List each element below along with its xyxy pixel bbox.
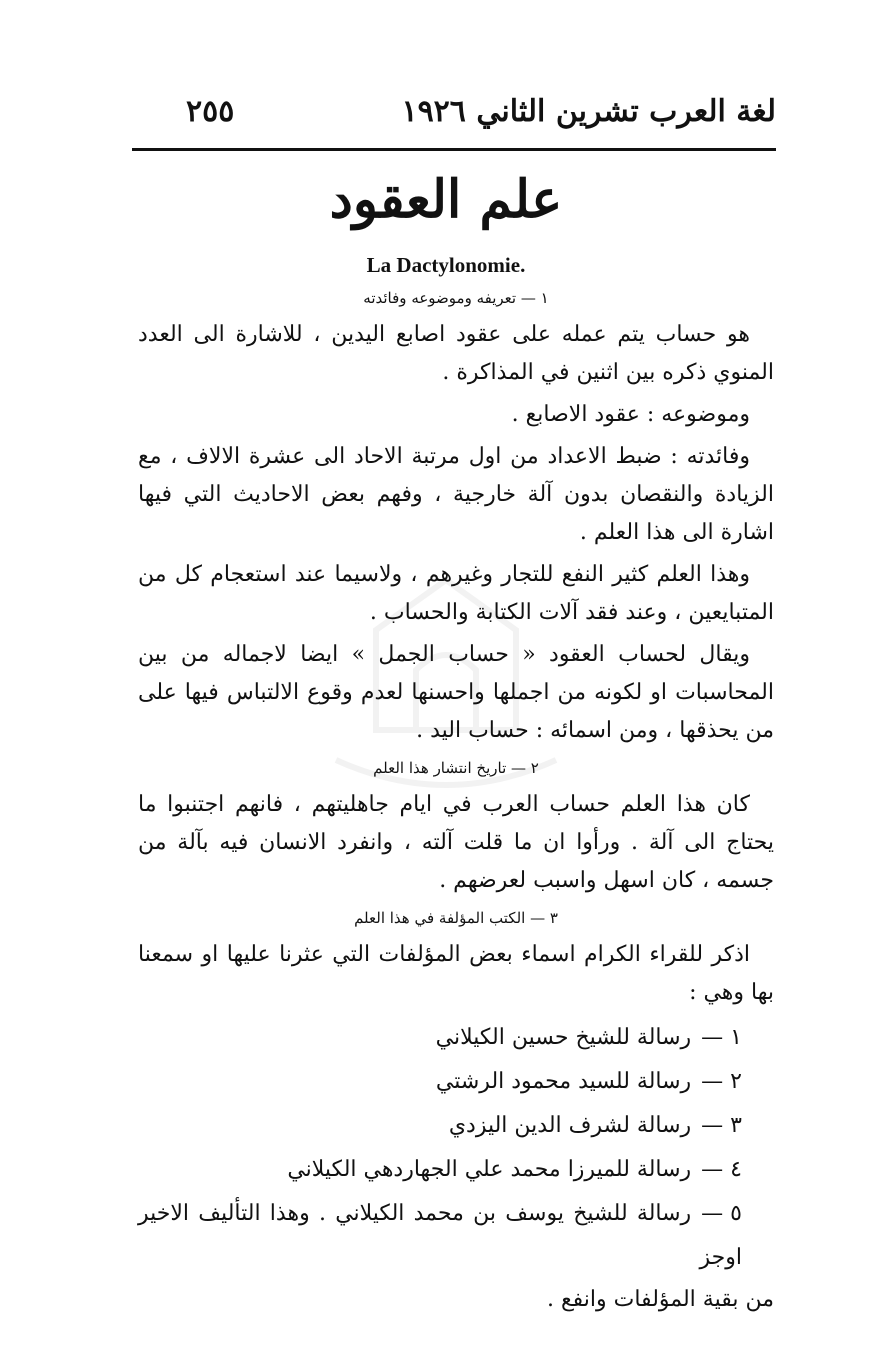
section-heading: ٢ — تاريخ انتشار هذا العلم bbox=[373, 759, 539, 777]
section-definition bbox=[138, 284, 774, 750]
list-item bbox=[138, 1060, 774, 1104]
paragraph: وموضوعه : عقود الاصابع . bbox=[511, 402, 750, 427]
section-history bbox=[138, 754, 774, 900]
book-list bbox=[138, 1016, 774, 1280]
running-title: لغة العرب تشرين الثاني ١٩٢٦ bbox=[401, 94, 776, 129]
paragraph: ويقال لحساب العقود « حساب الجمل » ايضا لاجماله من بين المحاسبات او لكونه من اجملها واحسنها لعدم وقوع الالتباس فيها على من يحذقها ، ومن اسمائه : حساب اليد . bbox=[138, 642, 774, 743]
paragraph: وفائدته : ضبط الاعداد من اول مرتبة الاحاد الى عشرة الالاف ، مع الزيادة والنقصان بدون آلة خارجية ، وفهم بعض الاحاديث التي فيها اشارة الى هذا العلم . bbox=[138, 444, 774, 545]
article-body bbox=[138, 284, 774, 1320]
paragraph: اذكر للقراء الكرام اسماء بعض المؤلفات التي عثرنا عليها او سمعنا بها وهي : bbox=[138, 942, 774, 1005]
list-item bbox=[138, 1016, 774, 1060]
list-item bbox=[138, 1104, 774, 1148]
list-continuation: من بقية المؤلفات وانفع . bbox=[546, 1287, 774, 1312]
list-item bbox=[138, 1192, 774, 1280]
list-item bbox=[138, 1148, 774, 1192]
paragraph: هو حساب يتم عمله على عقود اصابع اليدين ، للاشارة الى العدد المنوي ذكره بين اثنين في المذاكرة . bbox=[138, 322, 774, 385]
list-text: رسالة للشيخ حسين الكيلاني bbox=[435, 1025, 692, 1050]
article-title: علم العقود bbox=[329, 169, 563, 230]
latin-title: La Dactylonomie. bbox=[366, 253, 526, 277]
list-number: ٣ — bbox=[701, 1113, 742, 1138]
section-books bbox=[138, 904, 774, 1320]
section-heading: ٣ — الكتب المؤلفة في هذا العلم bbox=[354, 909, 558, 927]
list-text: رسالة للشيخ يوسف بن محمد الكيلاني . وهذا التأليف الاخير اوجز bbox=[138, 1201, 742, 1270]
list-number: ٤ — bbox=[701, 1157, 742, 1182]
paragraph: وهذا العلم كثير النفع للتجار وغيرهم ، ولاسيما عند استعجام كل من المتبايعين ، وعند فقد آلات الكتابة والحساب . bbox=[138, 562, 774, 625]
list-text: رسالة للميرزا محمد علي الجهاردهي الكيلاني bbox=[287, 1157, 692, 1182]
list-number: ١ — bbox=[701, 1025, 742, 1050]
page-number: ٢٥٥ bbox=[186, 94, 235, 129]
section-heading: ١ — تعريفه وموضوعه وفائدته bbox=[363, 289, 549, 307]
header-rule bbox=[132, 148, 776, 151]
list-text: رسالة لشرف الدين اليزدي bbox=[448, 1113, 692, 1138]
list-number: ٥ — bbox=[701, 1201, 742, 1226]
list-number: ٢ — bbox=[701, 1069, 742, 1094]
paragraph: كان هذا العلم حساب العرب في ايام جاهليتهم ، فانهم اجتنبوا ما يحتاج الى آلة . ورأوا ان ما قلت آلته ، وانفرد الانسان فيه بآلة من جسمه ، كان اسهل واسبب لعرضهم . bbox=[138, 792, 774, 893]
page-header bbox=[132, 88, 776, 144]
list-text: رسالة للسيد محمود الرشتي bbox=[435, 1069, 692, 1094]
